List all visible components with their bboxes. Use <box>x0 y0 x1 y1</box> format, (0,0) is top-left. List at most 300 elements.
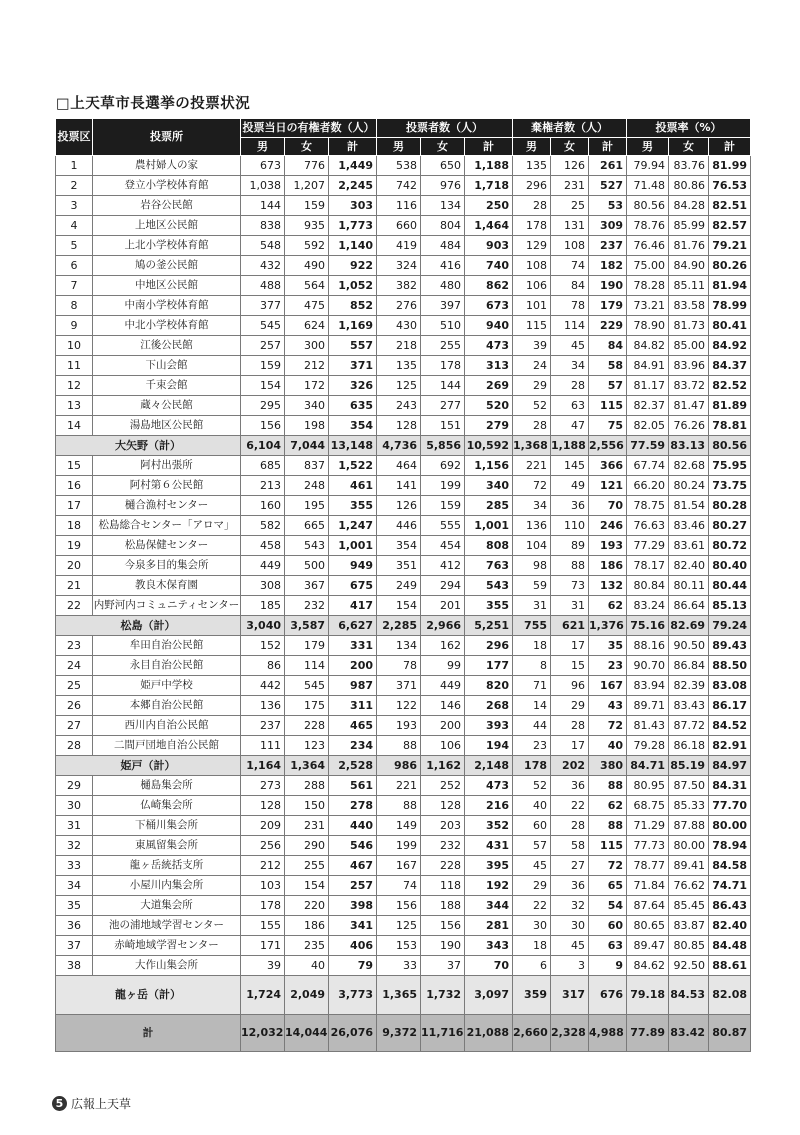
row-value-cell: 63 <box>589 936 627 956</box>
row-value-cell: 88 <box>589 776 627 796</box>
row-value-cell: 300 <box>285 336 329 356</box>
header-total: 計 <box>589 138 627 156</box>
grand-total-row <box>56 1015 751 1052</box>
row-value-cell: 84.82 <box>627 336 669 356</box>
row-value-cell: 976 <box>421 176 465 196</box>
row-value-cell: 1,162 <box>421 756 465 776</box>
row-polling-place: 教良木保育園 <box>93 576 241 596</box>
row-value-cell: 79.28 <box>627 736 669 756</box>
row-value-cell: 326 <box>329 376 377 396</box>
row-value-cell: 159 <box>421 496 465 516</box>
row-polling-place: 姫戸中学校 <box>93 676 241 696</box>
row-value-cell: 308 <box>241 576 285 596</box>
row-value-cell: 75.00 <box>627 256 669 276</box>
row-value-cell: 1,164 <box>241 756 285 776</box>
row-value-cell: 156 <box>421 916 465 936</box>
row-value-cell: 43 <box>589 696 627 716</box>
row-value-cell: 255 <box>421 336 465 356</box>
row-value-cell: 564 <box>285 276 329 296</box>
row-value-cell: 543 <box>285 536 329 556</box>
row-value-cell: 193 <box>377 716 421 736</box>
row-value-cell: 80.00 <box>669 836 709 856</box>
row-value-cell: 546 <box>329 836 377 856</box>
row-value-cell: 324 <box>377 256 421 276</box>
table-row <box>56 816 751 836</box>
table-row <box>56 396 751 416</box>
row-value-cell: 128 <box>421 796 465 816</box>
row-value-cell: 83.76 <box>669 156 709 176</box>
row-value-cell: 6,104 <box>241 436 285 456</box>
table-row <box>56 716 751 736</box>
row-value-cell: 81.47 <box>669 396 709 416</box>
row-value-cell: 475 <box>285 296 329 316</box>
row-value-cell: 73.21 <box>627 296 669 316</box>
row-value-cell: 624 <box>285 316 329 336</box>
row-value-cell: 190 <box>421 936 465 956</box>
row-area-name: 龍ヶ岳（計） <box>56 976 241 1015</box>
row-value-cell: 412 <box>421 556 465 576</box>
row-value-cell: 115 <box>589 836 627 856</box>
row-value-cell: 763 <box>465 556 513 576</box>
row-value-cell: 74 <box>377 876 421 896</box>
row-value-cell: 59 <box>513 576 551 596</box>
table-body <box>56 156 751 1052</box>
row-value-cell: 135 <box>377 356 421 376</box>
row-value-cell: 78 <box>551 296 589 316</box>
row-value-cell: 17 <box>551 636 589 656</box>
row-value-cell: 582 <box>241 516 285 536</box>
row-value-cell: 149 <box>377 816 421 836</box>
row-polling-place: 下桶川集会所 <box>93 816 241 836</box>
row-value-cell: 190 <box>589 276 627 296</box>
row-value-cell: 72 <box>513 476 551 496</box>
row-value-cell: 54 <box>589 896 627 916</box>
row-value-cell: 510 <box>421 316 465 336</box>
header-male: 男 <box>377 138 421 156</box>
row-district-number: 16 <box>56 476 93 496</box>
row-value-cell: 296 <box>513 176 551 196</box>
row-district-number: 15 <box>56 456 93 476</box>
row-value-cell: 229 <box>589 316 627 336</box>
row-value-cell: 86.84 <box>669 656 709 676</box>
row-district-number: 38 <box>56 956 93 976</box>
row-value-cell: 80.44 <box>709 576 751 596</box>
row-value-cell: 70 <box>465 956 513 976</box>
table-row <box>56 556 751 576</box>
row-polling-place: 農村婦人の家 <box>93 156 241 176</box>
row-value-cell: 103 <box>241 876 285 896</box>
row-value-cell: 527 <box>589 176 627 196</box>
row-district-number: 6 <box>56 256 93 276</box>
publication-name: 広報上天草 <box>71 1097 132 1111</box>
row-value-cell: 179 <box>285 636 329 656</box>
row-value-cell: 1,001 <box>329 536 377 556</box>
table-row <box>56 796 751 816</box>
row-value-cell: 235 <box>285 936 329 956</box>
row-value-cell: 36 <box>551 776 589 796</box>
row-value-cell: 243 <box>377 396 421 416</box>
row-district-number: 3 <box>56 196 93 216</box>
row-value-cell: 195 <box>285 496 329 516</box>
row-value-cell: 673 <box>241 156 285 176</box>
row-value-cell: 1,449 <box>329 156 377 176</box>
row-district-number: 14 <box>56 416 93 436</box>
row-value-cell: 154 <box>377 596 421 616</box>
row-value-cell: 79.18 <box>627 976 669 1015</box>
row-district-number: 11 <box>56 356 93 376</box>
row-value-cell: 359 <box>513 976 551 1015</box>
row-value-cell: 150 <box>285 796 329 816</box>
row-value-cell: 309 <box>589 216 627 236</box>
table-row <box>56 356 751 376</box>
row-district-number: 27 <box>56 716 93 736</box>
row-value-cell: 186 <box>589 556 627 576</box>
row-value-cell: 29 <box>551 696 589 716</box>
row-value-cell: 80.41 <box>709 316 751 336</box>
row-value-cell: 89.71 <box>627 696 669 716</box>
row-value-cell: 467 <box>329 856 377 876</box>
row-value-cell: 84.48 <box>709 936 751 956</box>
row-value-cell: 83.96 <box>669 356 709 376</box>
row-value-cell: 3,587 <box>285 616 329 636</box>
row-value-cell: 755 <box>513 616 551 636</box>
row-polling-place: 仏崎集会所 <box>93 796 241 816</box>
row-value-cell: 903 <box>465 236 513 256</box>
row-value-cell: 393 <box>465 716 513 736</box>
row-polling-place: 二間戸団地自治公民館 <box>93 736 241 756</box>
row-value-cell: 87.88 <box>669 816 709 836</box>
row-value-cell: 62 <box>589 796 627 816</box>
row-value-cell: 84 <box>551 276 589 296</box>
row-value-cell: 118 <box>421 876 465 896</box>
row-value-cell: 186 <box>285 916 329 936</box>
table-row <box>56 296 751 316</box>
row-value-cell: 273 <box>241 776 285 796</box>
row-value-cell: 92.50 <box>669 956 709 976</box>
row-value-cell: 9 <box>589 956 627 976</box>
row-polling-place: 上北小学校体育館 <box>93 236 241 256</box>
row-value-cell: 114 <box>285 656 329 676</box>
row-value-cell: 76.26 <box>669 416 709 436</box>
row-polling-place: 中北小学校体育館 <box>93 316 241 336</box>
row-value-cell: 31 <box>513 596 551 616</box>
row-value-cell: 82.57 <box>709 216 751 236</box>
row-value-cell: 96 <box>551 676 589 696</box>
row-value-cell: 135 <box>513 156 551 176</box>
row-polling-place: 大道集会所 <box>93 896 241 916</box>
row-value-cell: 136 <box>241 696 285 716</box>
row-polling-place: 牟田自治公民館 <box>93 636 241 656</box>
row-district-number: 5 <box>56 236 93 256</box>
row-value-cell: 3,040 <box>241 616 285 636</box>
row-polling-place: 樋島集会所 <box>93 776 241 796</box>
row-value-cell: 6 <box>513 956 551 976</box>
row-value-cell: 3 <box>551 956 589 976</box>
row-value-cell: 89.43 <box>709 636 751 656</box>
row-value-cell: 128 <box>377 416 421 436</box>
row-district-number: 36 <box>56 916 93 936</box>
subtotal-row <box>56 976 751 1015</box>
row-value-cell: 4,988 <box>589 1015 627 1052</box>
row-value-cell: 73 <box>551 576 589 596</box>
row-value-cell: 776 <box>285 156 329 176</box>
row-value-cell: 9,372 <box>377 1015 421 1052</box>
row-value-cell: 288 <box>285 776 329 796</box>
table-row <box>56 256 751 276</box>
header-total: 計 <box>465 138 513 156</box>
row-value-cell: 15 <box>551 656 589 676</box>
table-row <box>56 576 751 596</box>
row-value-cell: 171 <box>241 936 285 956</box>
row-value-cell: 7,044 <box>285 436 329 456</box>
row-polling-place: 内野河内コミュニティセンター <box>93 596 241 616</box>
row-value-cell: 74 <box>551 256 589 276</box>
row-value-cell: 108 <box>551 236 589 256</box>
row-value-cell: 131 <box>551 216 589 236</box>
header-rate: 投票率（%） <box>627 119 751 138</box>
row-value-cell: 78.17 <box>627 556 669 576</box>
row-value-cell: 83.13 <box>669 436 709 456</box>
row-value-cell: 89 <box>551 536 589 556</box>
row-value-cell: 82.39 <box>669 676 709 696</box>
row-value-cell: 89.47 <box>627 936 669 956</box>
row-value-cell: 24 <box>513 356 551 376</box>
row-value-cell: 269 <box>465 376 513 396</box>
row-value-cell: 221 <box>513 456 551 476</box>
row-value-cell: 86.64 <box>669 596 709 616</box>
row-value-cell: 317 <box>551 976 589 1015</box>
row-value-cell: 83.94 <box>627 676 669 696</box>
row-value-cell: 80.27 <box>709 516 751 536</box>
row-value-cell: 17 <box>551 736 589 756</box>
row-value-cell: 543 <box>465 576 513 596</box>
row-value-cell: 200 <box>329 656 377 676</box>
header-voters: 投票者数（人） <box>377 119 513 138</box>
row-value-cell: 80.86 <box>669 176 709 196</box>
row-value-cell: 431 <box>465 836 513 856</box>
row-district-number: 8 <box>56 296 93 316</box>
row-value-cell: 36 <box>551 876 589 896</box>
row-value-cell: 31 <box>551 596 589 616</box>
row-value-cell: 2,285 <box>377 616 421 636</box>
row-district-number: 19 <box>56 536 93 556</box>
row-district-number: 28 <box>56 736 93 756</box>
row-district-number: 20 <box>56 556 93 576</box>
row-polling-place: 樋合漁村センター <box>93 496 241 516</box>
row-value-cell: 398 <box>329 896 377 916</box>
row-value-cell: 82.37 <box>627 396 669 416</box>
row-value-cell: 33 <box>377 956 421 976</box>
row-value-cell: 256 <box>241 836 285 856</box>
row-value-cell: 144 <box>421 376 465 396</box>
row-value-cell: 650 <box>421 156 465 176</box>
row-value-cell: 432 <box>241 256 285 276</box>
row-value-cell: 83.42 <box>669 1015 709 1052</box>
row-value-cell: 73.75 <box>709 476 751 496</box>
row-polling-place: 鳩の釜公民館 <box>93 256 241 276</box>
row-value-cell: 156 <box>241 416 285 436</box>
row-value-cell: 30 <box>513 916 551 936</box>
row-value-cell: 60 <box>513 816 551 836</box>
row-value-cell: 84.62 <box>627 956 669 976</box>
row-value-cell: 377 <box>241 296 285 316</box>
row-value-cell: 123 <box>285 736 329 756</box>
row-value-cell: 172 <box>285 376 329 396</box>
table-row <box>56 596 751 616</box>
row-value-cell: 351 <box>377 556 421 576</box>
voting-status-table <box>55 118 751 1052</box>
row-value-cell: 14 <box>513 696 551 716</box>
row-value-cell: 74.71 <box>709 876 751 896</box>
row-value-cell: 561 <box>329 776 377 796</box>
row-value-cell: 201 <box>421 596 465 616</box>
table-row <box>56 456 751 476</box>
row-value-cell: 84.31 <box>709 776 751 796</box>
row-value-cell: 461 <box>329 476 377 496</box>
row-value-cell: 442 <box>241 676 285 696</box>
row-polling-place: 西川内自治公民館 <box>93 716 241 736</box>
footer <box>52 1095 131 1112</box>
row-value-cell: 57 <box>513 836 551 856</box>
row-value-cell: 228 <box>421 856 465 876</box>
page-title: □上天草市長選挙の投票状況 <box>56 96 251 112</box>
row-value-cell: 473 <box>465 776 513 796</box>
header-female: 女 <box>669 138 709 156</box>
row-value-cell: 21,088 <box>465 1015 513 1052</box>
row-value-cell: 144 <box>241 196 285 216</box>
row-polling-place: 池の浦地域学習センター <box>93 916 241 936</box>
row-district-number: 35 <box>56 896 93 916</box>
row-value-cell: 28 <box>551 376 589 396</box>
table-row <box>56 216 751 236</box>
table-row <box>56 776 751 796</box>
row-value-cell: 99 <box>421 656 465 676</box>
row-value-cell: 45 <box>551 936 589 956</box>
row-value-cell: 1,188 <box>551 436 589 456</box>
row-value-cell: 26,076 <box>329 1015 377 1052</box>
row-value-cell: 84.71 <box>627 756 669 776</box>
row-value-cell: 290 <box>285 836 329 856</box>
row-area-name: 計 <box>56 1015 241 1052</box>
row-value-cell: 838 <box>241 216 285 236</box>
row-value-cell: 1,732 <box>421 976 465 1015</box>
row-value-cell: 1,724 <box>241 976 285 1015</box>
row-value-cell: 949 <box>329 556 377 576</box>
row-value-cell: 545 <box>241 316 285 336</box>
row-polling-place: 中南小学校体育館 <box>93 296 241 316</box>
row-value-cell: 83.61 <box>669 536 709 556</box>
row-value-cell: 85.13 <box>709 596 751 616</box>
row-value-cell: 85.33 <box>669 796 709 816</box>
row-value-cell: 82.52 <box>709 376 751 396</box>
row-value-cell: 29 <box>513 876 551 896</box>
row-polling-place: 湯島地区公民館 <box>93 416 241 436</box>
row-value-cell: 110 <box>551 516 589 536</box>
row-value-cell: 114 <box>551 316 589 336</box>
row-value-cell: 261 <box>589 156 627 176</box>
row-value-cell: 81.73 <box>669 316 709 336</box>
row-value-cell: 71.48 <box>627 176 669 196</box>
row-value-cell: 175 <box>285 696 329 716</box>
row-value-cell: 146 <box>421 696 465 716</box>
row-value-cell: 77.70 <box>709 796 751 816</box>
row-polling-place: 下山会館 <box>93 356 241 376</box>
row-value-cell: 940 <box>465 316 513 336</box>
row-value-cell: 255 <box>285 856 329 876</box>
row-value-cell: 179 <box>589 296 627 316</box>
row-value-cell: 80.26 <box>709 256 751 276</box>
row-polling-place: 千束会館 <box>93 376 241 396</box>
row-value-cell: 465 <box>329 716 377 736</box>
row-value-cell: 1,052 <box>329 276 377 296</box>
row-value-cell: 198 <box>285 416 329 436</box>
row-polling-place: 今泉多目的集会所 <box>93 556 241 576</box>
row-value-cell: 4,736 <box>377 436 421 456</box>
row-value-cell: 88.61 <box>709 956 751 976</box>
row-value-cell: 81.99 <box>709 156 751 176</box>
row-value-cell: 83.72 <box>669 376 709 396</box>
row-value-cell: 84.92 <box>709 336 751 356</box>
row-value-cell: 213 <box>241 476 285 496</box>
page-number: 5 <box>52 1096 67 1111</box>
row-district-number: 29 <box>56 776 93 796</box>
row-value-cell: 49 <box>551 476 589 496</box>
row-value-cell: 78.99 <box>709 296 751 316</box>
row-value-cell: 75 <box>589 416 627 436</box>
row-value-cell: 88 <box>377 736 421 756</box>
row-value-cell: 115 <box>589 396 627 416</box>
row-value-cell: 60 <box>589 916 627 936</box>
row-value-cell: 2,528 <box>329 756 377 776</box>
row-value-cell: 371 <box>329 356 377 376</box>
row-value-cell: 85.11 <box>669 276 709 296</box>
table-row <box>56 896 751 916</box>
row-value-cell: 231 <box>285 816 329 836</box>
row-area-name: 松島（計） <box>56 616 241 636</box>
row-value-cell: 692 <box>421 456 465 476</box>
row-value-cell: 29 <box>513 376 551 396</box>
row-value-cell: 34 <box>513 496 551 516</box>
table-row <box>56 656 751 676</box>
row-value-cell: 84.90 <box>669 256 709 276</box>
row-value-cell: 90.70 <box>627 656 669 676</box>
row-value-cell: 81.43 <box>627 716 669 736</box>
row-value-cell: 1,001 <box>465 516 513 536</box>
row-value-cell: 32 <box>551 896 589 916</box>
row-value-cell: 160 <box>241 496 285 516</box>
row-polling-place: 大作山集会所 <box>93 956 241 976</box>
row-value-cell: 1,038 <box>241 176 285 196</box>
row-value-cell: 62 <box>589 596 627 616</box>
row-district-number: 4 <box>56 216 93 236</box>
row-value-cell: 28 <box>513 416 551 436</box>
row-value-cell: 449 <box>241 556 285 576</box>
row-value-cell: 78 <box>377 656 421 676</box>
row-value-cell: 80.87 <box>709 1015 751 1052</box>
row-value-cell: 81.54 <box>669 496 709 516</box>
row-value-cell: 159 <box>241 356 285 376</box>
row-value-cell: 246 <box>589 516 627 536</box>
row-value-cell: 80.28 <box>709 496 751 516</box>
row-value-cell: 500 <box>285 556 329 576</box>
row-value-cell: 248 <box>285 476 329 496</box>
row-value-cell: 281 <box>465 916 513 936</box>
row-value-cell: 212 <box>285 356 329 376</box>
row-value-cell: 209 <box>241 816 285 836</box>
row-district-number: 30 <box>56 796 93 816</box>
row-value-cell: 178 <box>421 356 465 376</box>
row-value-cell: 128 <box>241 796 285 816</box>
